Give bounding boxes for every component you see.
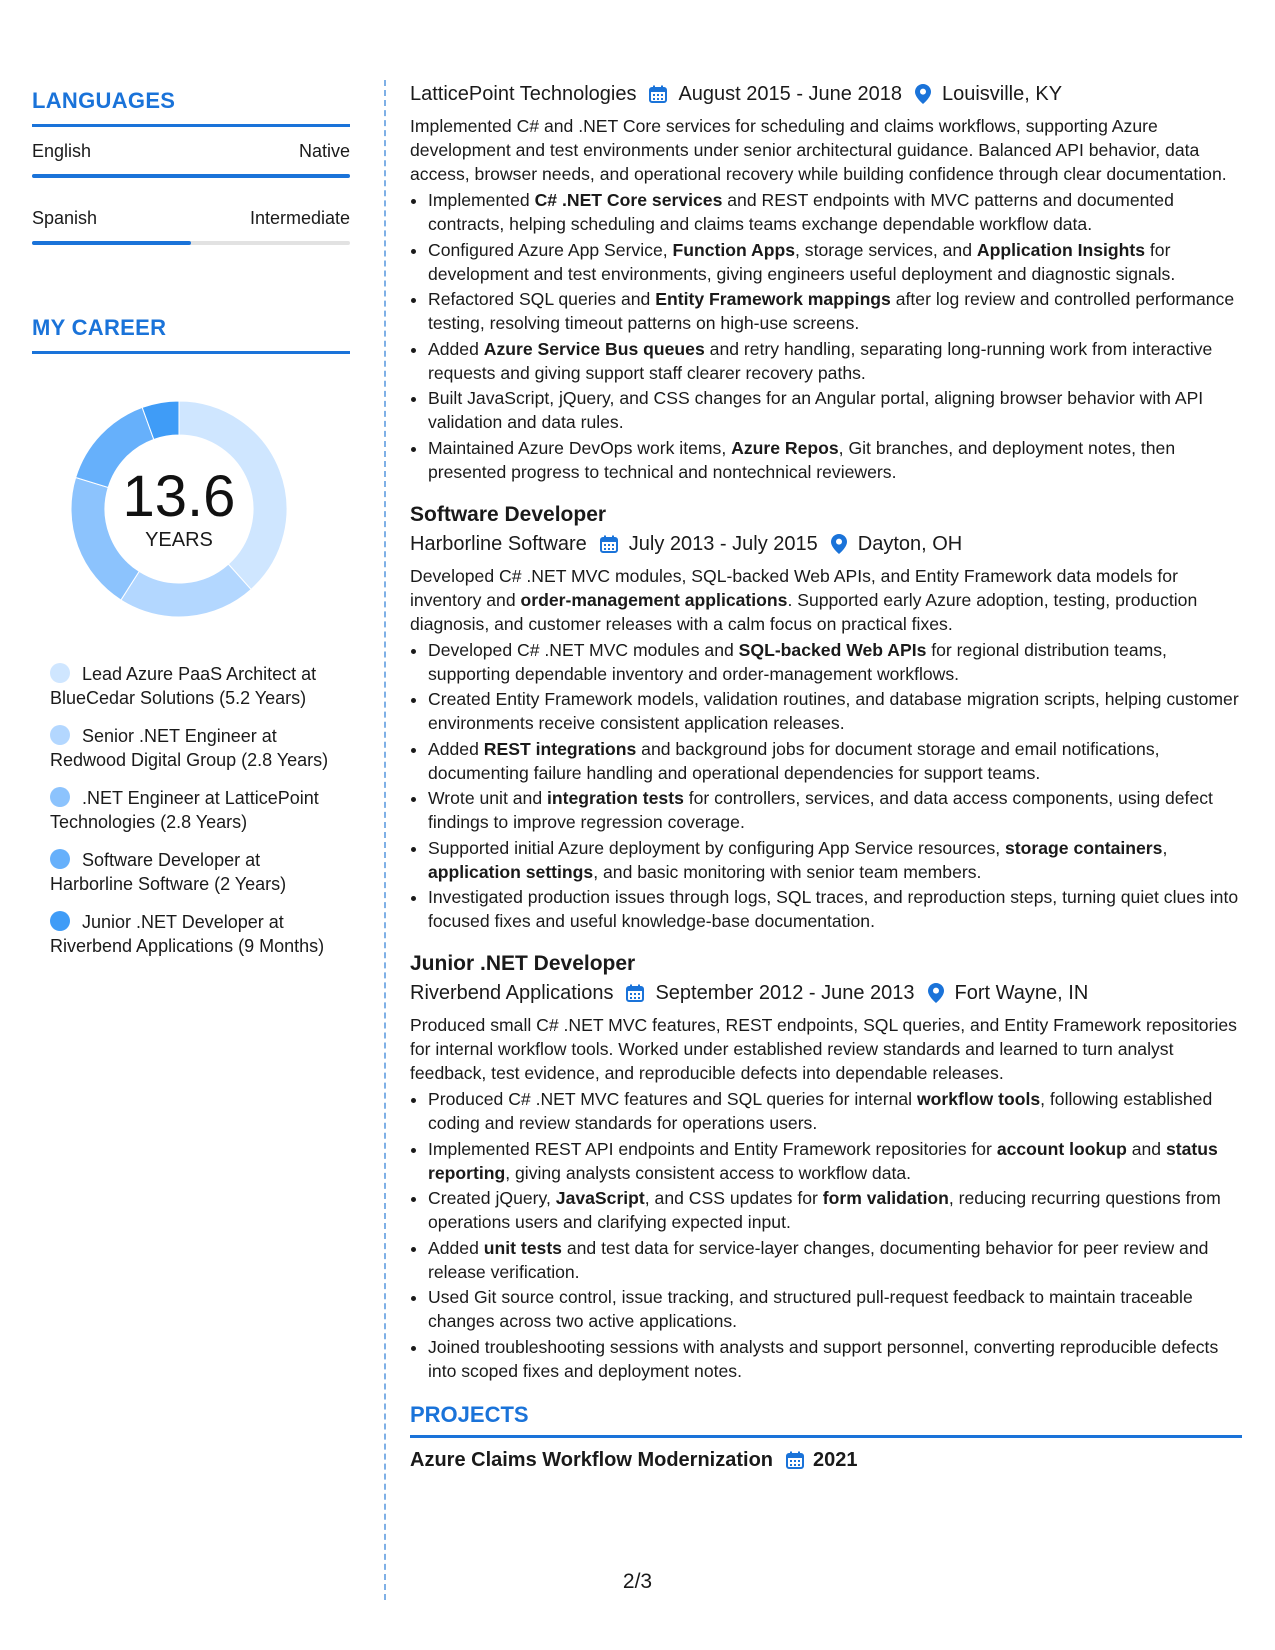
career-total	[64, 394, 294, 624]
bold-keyword: application settings	[428, 861, 594, 882]
bold-keyword: Function Apps	[672, 239, 795, 260]
text-run: , giving analysts consistent access to workflow data.	[505, 1162, 912, 1183]
job-dates: July 2013 - July 2015	[628, 532, 818, 555]
career-legend-label: Lead Azure PaaS Architect at BlueCedar Solutions (5.2 Years)	[50, 664, 317, 708]
job-bullets	[410, 638, 1242, 934]
job-dates: September 2012 - June 2013	[655, 982, 915, 1004]
career-section	[32, 315, 350, 958]
career-legend	[32, 662, 330, 958]
project-item	[410, 1448, 1242, 1472]
job-meta	[410, 80, 1242, 108]
text-run: Implemented	[428, 190, 535, 210]
text-run: , and basic monitoring with senior team members.	[593, 861, 982, 882]
project-name: Azure Claims Workflow Modernization	[410, 1448, 773, 1471]
bold-keyword: REST integrations	[483, 738, 637, 759]
job-title: Software Developer	[410, 502, 607, 526]
career-total-unit: YEARS	[145, 528, 213, 551]
language-row	[32, 141, 350, 162]
job-bullet	[428, 786, 1242, 834]
text-run: Added	[428, 738, 484, 759]
career-legend-label: .NET Engineer at LatticePoint Technologies (2.8 Years)	[50, 788, 319, 832]
bold-keyword: Azure Service Bus queues	[483, 338, 705, 359]
text-run: Created jQuery,	[428, 1188, 556, 1208]
career-total-value: 13.6	[122, 463, 236, 529]
job-bullets	[410, 188, 1242, 484]
text-run: Maintained Azure DevOps work items,	[428, 437, 732, 458]
job-bullet	[428, 1087, 1242, 1135]
job-bullet	[428, 238, 1242, 286]
legend-dot	[50, 849, 70, 869]
text-run: Added	[428, 338, 484, 359]
text-run: Developed C# .NET MVC modules and	[428, 639, 739, 660]
bold-keyword: C# .NET Core services	[534, 190, 723, 210]
languages-title: LANGUAGES	[32, 88, 350, 127]
text-run: Investigated production issues through logs, SQL traces, and reproduction steps, turning quiet clues into focused fixes and useful knowledge-base documentation.	[428, 887, 1239, 931]
calendar-icon	[648, 84, 668, 104]
bold-keyword: Application Insights	[976, 239, 1146, 260]
job-bullet	[428, 687, 1242, 735]
career-legend-item	[50, 724, 330, 772]
text-run: , storage services, and	[795, 239, 977, 260]
job-entry	[410, 80, 1242, 484]
text-run: , Git branches, and deployment notes, then presented progress to technical and nontechnical reviewers.	[428, 437, 1176, 482]
projects-title: PROJECTS	[410, 1403, 1242, 1438]
job-bullet	[428, 188, 1242, 236]
project-year: 2021	[813, 1448, 858, 1471]
bold-keyword: JavaScript	[555, 1188, 645, 1208]
career-legend-item	[50, 910, 330, 958]
bold-keyword: status reporting	[428, 1138, 1218, 1183]
bold-keyword: storage containers	[1005, 837, 1163, 858]
bold-keyword: SQL-backed Web APIs	[738, 639, 927, 660]
job-meta	[410, 979, 1242, 1007]
job-entry	[410, 500, 1242, 934]
job-location: Dayton, OH	[857, 532, 963, 555]
text-run: and background jobs for document storage and email notifications, documenting failure handling and operational dependencies for support teams.	[428, 738, 1160, 783]
language-item	[32, 208, 350, 245]
job-meta	[410, 530, 1242, 558]
text-run: for development and test environments, giving engineers useful deployment and diagnostic signals.	[428, 239, 1176, 284]
career-legend-item	[50, 786, 330, 834]
text-run: Joined troubleshooting sessions with analysts and support personnel, converting reproducible defects into scoped fixes and deployment notes.	[428, 1336, 1219, 1381]
job-summary: Implemented C# and .NET Core services for scheduling and claims workflows, supporting Azure development and test environments under senior architectural guidance. Balanced API behavior, data access, browser needs, and operational recovery while building confidence through clear documentation.	[410, 116, 1227, 184]
text-run: and	[1126, 1138, 1166, 1159]
languages-section	[32, 88, 350, 245]
text-run: Wrote unit and	[428, 788, 547, 808]
legend-dot	[50, 725, 70, 745]
experience-column	[410, 80, 1242, 1472]
language-level-fill	[32, 241, 191, 245]
language-name: Spanish	[32, 208, 98, 228]
language-level-bar	[32, 174, 350, 178]
calendar-icon	[599, 534, 619, 554]
language-level-bar	[32, 241, 350, 245]
language-name: English	[32, 141, 92, 161]
job-bullet	[428, 1137, 1242, 1185]
legend-dot	[50, 663, 70, 683]
text-run: Developed C# .NET MVC modules, SQL-backed Web APIs, and Entity Framework data models for inventory and	[410, 565, 1178, 610]
text-run: Created Entity Framework models, validation routines, and database migration scripts, helping customer environments receive consistent application releases.	[428, 689, 1239, 733]
bold-keyword: workflow tools	[916, 1089, 1041, 1109]
career-legend-label: Senior .NET Engineer at Redwood Digital Group (2.8 Years)	[50, 726, 329, 770]
map-pin-icon	[927, 982, 945, 1004]
language-item	[32, 141, 350, 178]
calendar-icon	[625, 983, 645, 1003]
language-row	[32, 208, 350, 229]
job-location: Louisville, KY	[941, 83, 1063, 105]
text-run: after log review and controlled performance testing, resolving timeout patterns on high-use screens.	[428, 289, 1235, 333]
job-company: Harborline Software	[410, 532, 587, 555]
job-bullet	[428, 1335, 1242, 1383]
job-bullet	[428, 836, 1242, 884]
page-number: 2/3	[622, 1570, 653, 1593]
text-run: and retry handling, separating long-running work from interactive requests and giving support staff clearer recovery paths.	[428, 338, 1213, 383]
job-location: Fort Wayne, IN	[954, 982, 1089, 1004]
text-run: Built JavaScript, jQuery, and CSS changes for an Angular portal, aligning browser behavior with API validation and data rules.	[428, 388, 1204, 432]
text-run: Used Git source control, issue tracking, and structured pull-request feedback to maintain traceable changes across two active applications.	[428, 1287, 1193, 1331]
job-bullet	[428, 337, 1242, 385]
bold-keyword: integration tests	[547, 788, 684, 808]
map-pin-icon	[830, 533, 848, 555]
job-bullets	[410, 1087, 1242, 1383]
text-run: Added	[428, 1237, 484, 1258]
job-company: LatticePoint Technologies	[410, 83, 637, 105]
sidebar	[32, 88, 350, 972]
text-run: for regional distribution teams, supporting dependable inventory and order-management workflows.	[428, 639, 1167, 684]
map-pin-icon	[914, 83, 932, 105]
job-company: Riverbend Applications	[410, 982, 614, 1004]
career-legend-item	[50, 662, 330, 710]
job-bullet	[428, 287, 1242, 335]
job-bullet	[428, 737, 1242, 785]
text-run: Refactored SQL queries and	[428, 289, 656, 309]
column-divider	[384, 80, 386, 1600]
career-legend-label: Software Developer at Harborline Software (2 Years)	[50, 850, 287, 894]
text-run: , following established coding and review standards for operations users.	[428, 1089, 1213, 1133]
language-level: Intermediate	[249, 208, 350, 228]
job-bullet	[428, 1285, 1242, 1333]
job-bullet	[428, 885, 1242, 933]
legend-dot	[50, 911, 70, 931]
job-bullet	[428, 1236, 1242, 1284]
job-summary: Produced small C# .NET MVC features, REST endpoints, SQL queries, and Entity Framework repositories for internal workflow tools. Worked under established review standards and learned to turn analyst feedback, test evidence, and reproducible defects into dependable releases.	[410, 1015, 1237, 1083]
job-summary	[410, 564, 1242, 636]
job-bullet	[428, 436, 1242, 484]
career-legend-label: Junior .NET Developer at Riverbend Applications (9 Months)	[50, 912, 325, 956]
career-title: MY CAREER	[32, 315, 350, 354]
text-run: and test data for service-layer changes, documenting behavior for peer review and release verification.	[428, 1237, 1209, 1282]
calendar-icon	[785, 1450, 805, 1470]
text-run: , and CSS updates for	[644, 1188, 823, 1208]
language-level: Native	[298, 141, 350, 161]
text-run: Supported initial Azure deployment by configuring App Service resources,	[428, 837, 1006, 858]
text-run: Configured Azure App Service,	[428, 239, 673, 260]
text-run: Implemented REST API endpoints and Entity Framework repositories for	[428, 1138, 997, 1159]
job-dates: August 2015 - June 2018	[678, 83, 902, 105]
bold-keyword: account lookup	[996, 1138, 1127, 1159]
job-bullet	[428, 638, 1242, 686]
bold-keyword: unit tests	[483, 1237, 562, 1258]
job-entry	[410, 949, 1242, 1383]
bold-keyword: Azure Repos	[731, 437, 839, 458]
text-run: ,	[1162, 837, 1168, 858]
text-run: and REST endpoints with MVC patterns and documented contracts, helping scheduling and claims teams exchange dependable workflow data.	[428, 190, 1174, 234]
languages-list	[32, 141, 350, 245]
legend-dot	[50, 787, 70, 807]
text-run: , reducing recurring questions from operations users and clarifying expected input.	[428, 1188, 1221, 1232]
jobs-list	[410, 80, 1242, 1383]
career-donut-chart	[64, 394, 294, 624]
language-level-fill	[32, 174, 350, 178]
text-run: Produced C# .NET MVC features and SQL queries for internal	[428, 1089, 917, 1109]
bold-keyword: Entity Framework mappings	[655, 289, 891, 309]
job-bullet	[428, 386, 1242, 434]
career-legend-item	[50, 848, 330, 896]
text-run: for controllers, services, and data access components, using defect findings to improve regression coverage.	[428, 788, 1213, 832]
job-title: Junior .NET Developer	[410, 952, 636, 975]
job-bullet	[428, 1186, 1242, 1234]
bold-keyword: order-management applications	[520, 589, 788, 610]
text-run: . Supported early Azure adoption, testing, production diagnosis, and customer releases with a calm focus on practical fixes.	[410, 589, 1198, 634]
bold-keyword: form validation	[822, 1188, 949, 1208]
